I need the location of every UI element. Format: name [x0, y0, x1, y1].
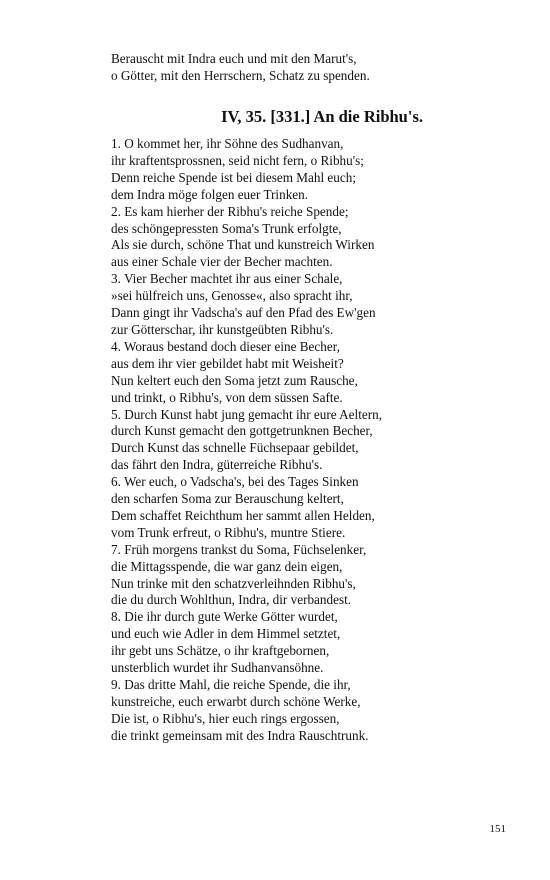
- verse-line: 3. Vier Becher machtet ihr aus einer Schale,: [111, 271, 343, 287]
- verse-line: Nun keltert euch den Soma jetzt zum Rausche,: [111, 372, 358, 388]
- verse-line: 5. Durch Kunst habt jung gemacht ihr eure Aeltern,: [111, 406, 382, 422]
- verse-line: die trinkt gemeinsam mit des Indra Rauschtrunk.: [111, 727, 369, 743]
- previous-stanza-line: Berauscht mit Indra euch und mit den Marut's,: [111, 51, 357, 66]
- hymn-heading: IV, 35. [331.] An die Ribhu's.: [221, 107, 423, 126]
- verse-line: durch Kunst gemacht den gottgetrunknen Becher,: [111, 423, 373, 439]
- verse-line: Dann gingt ihr Vadscha's auf den Pfad des Ew'gen: [111, 305, 376, 321]
- verse-line: Durch Kunst das schnelle Füchsepaar gebildet,: [111, 440, 359, 456]
- previous-stanza-line: o Götter, mit den Herrschern, Schatz zu spenden.: [111, 68, 370, 83]
- verse-line: 2. Es kam hierher der Ribhu's reiche Spende;: [111, 203, 349, 219]
- verse-line: des schöngepressten Soma's Trunk erfolgte,: [111, 220, 342, 236]
- page-number: 151: [489, 823, 506, 835]
- verse-line: zur Götterschar, ihr kunstgeübten Ribhu's.: [111, 321, 334, 337]
- verse-line: Nun trinke mit den schatzverleihnden Ribhu's,: [111, 575, 356, 591]
- verse-line: und euch wie Adler in dem Himmel setztet,: [111, 626, 341, 642]
- verse-line: vom Trunk erfreut, o Ribhu's, muntre Stiere.: [111, 524, 346, 540]
- verse-line: Als sie durch, schöne That und kunstreich Wirken: [111, 237, 375, 253]
- verse-line: das fährt den Indra, güterreiche Ribhu's.: [111, 457, 323, 473]
- previous-stanza: [111, 50, 441, 84]
- verse-line: kunstreiche, euch erwarbt durch schöne Werke,: [111, 693, 361, 709]
- verse-line: ihr kraftentsprossnen, seid nicht fern, o Ribhu's;: [111, 152, 364, 168]
- verse-line: 7. Früh morgens trankst du Soma, Füchselenker,: [111, 541, 367, 557]
- verse-line: Die ist, o Ribhu's, hier euch rings ergossen,: [111, 710, 340, 726]
- verse-line: »sei hülfreich uns, Genosse«, also spracht ihr,: [111, 288, 353, 304]
- verse-line: unsterblich wurdet ihr Sudhanvansöhne.: [111, 660, 324, 676]
- verse-line: 4. Woraus bestand doch dieser eine Becher,: [111, 338, 340, 354]
- verse-line: 8. Die ihr durch gute Werke Götter wurdet,: [111, 609, 338, 625]
- verse-line: Dem schaffet Reichthum her sammt allen Helden,: [111, 507, 375, 523]
- verse-line: die Mittagsspende, die war ganz dein eigen,: [111, 558, 343, 574]
- verse-line: 6. Wer euch, o Vadscha's, bei des Tages Sinken: [111, 474, 359, 490]
- verse-line: 1. O kommet her, ihr Söhne des Sudhanvan,: [111, 136, 344, 151]
- verse-line: aus dem ihr vier gebildet habt mit Weisheit?: [111, 355, 344, 371]
- verse-line: den scharfen Soma zur Berauschung keltert,: [111, 491, 344, 507]
- verse-line: die du durch Wohlthun, Indra, dir verbandest.: [111, 592, 352, 608]
- verse-line: Denn reiche Spende ist bei diesem Mahl euch;: [111, 169, 356, 185]
- verse-line: und trinkt, o Ribhu's, von dem süssen Safte.: [111, 389, 343, 405]
- verse-line: dem Indra möge folgen euer Trinken.: [111, 186, 309, 202]
- verse-line: 9. Das dritte Mahl, die reiche Spende, die ihr,: [111, 677, 351, 692]
- hymn-text: [111, 136, 441, 745]
- verse-line: ihr gebt uns Schätze, o ihr kraftgebornen,: [111, 643, 330, 659]
- verse-line: aus einer Schale vier der Becher machten.: [111, 254, 333, 270]
